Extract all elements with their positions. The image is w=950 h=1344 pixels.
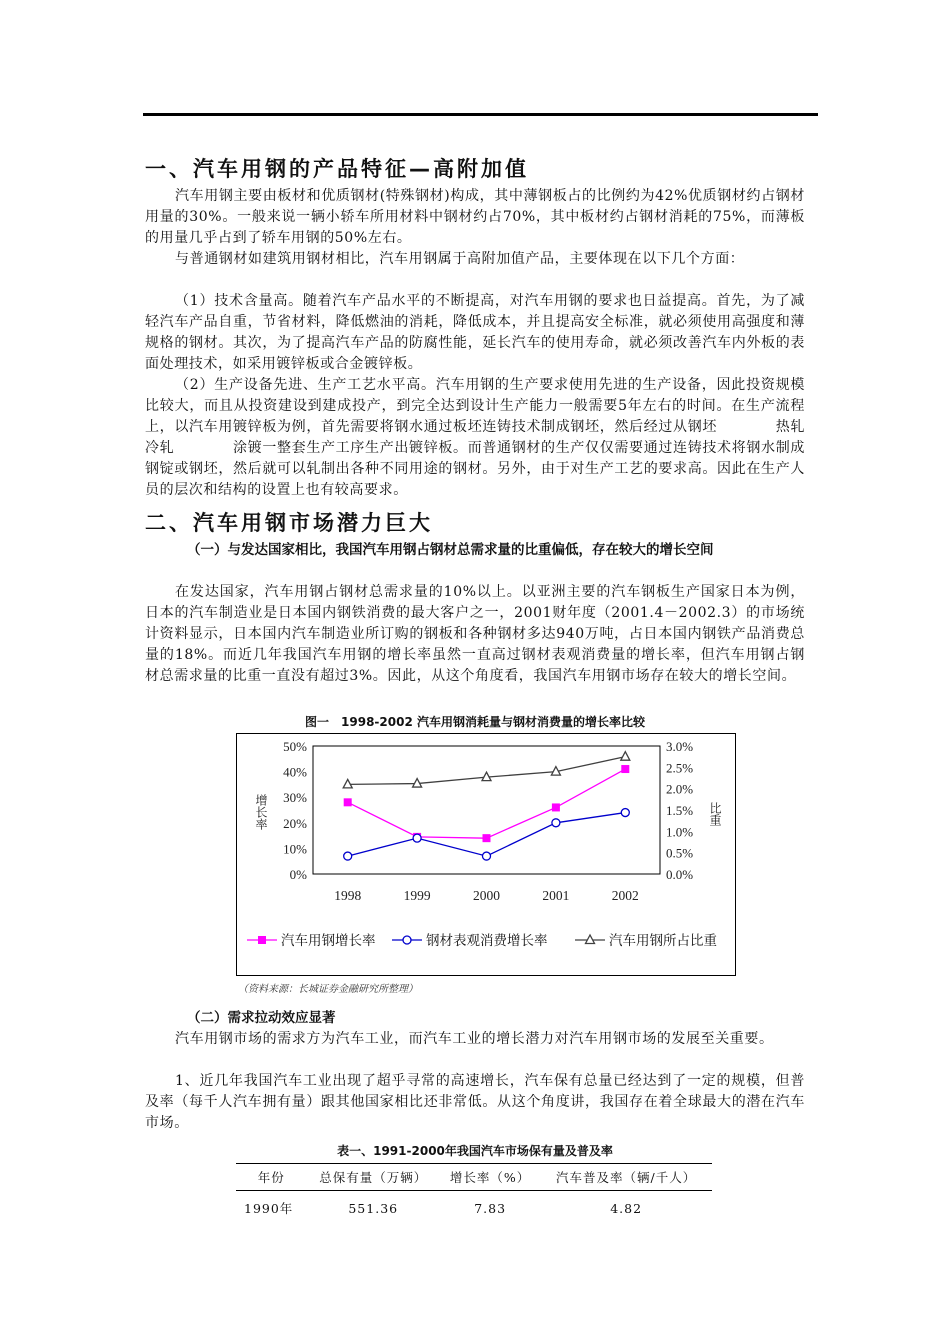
table-header-year: 年份 [236,1164,307,1191]
vehicle-table [236,1163,712,1225]
table-header-total: 总保有量（万辆） [307,1164,440,1191]
section2-heading: 二、汽车用钢市场潜力巨大 [145,511,433,535]
data-point [343,779,352,788]
y2-tick-label: 2.0% [666,781,694,797]
legend-marker [403,936,411,944]
subheading-1: （一）与发达国家相比，我国汽车用钢占钢材总需求量的比重偏低，存在较大的增长空间 [187,542,714,558]
y2-tick-label: 2.5% [666,760,694,776]
data-point [483,834,491,842]
data-point [413,834,421,842]
legend-label: 汽车用钢增长率 [281,933,376,949]
figure-caption: 图一 1998-2002 汽车用钢消耗量与钢材消费量的增长率比较 [305,715,645,729]
x-tick-label: 2001 [542,888,570,903]
legend-label: 钢材表观消费增长率 [426,933,548,949]
section2-para2: 汽车用钢市场的需求方为汽车工业，而汽车工业的增长潜力对汽车用钢市场的发展至关重要。 [175,1031,774,1047]
data-point [621,765,629,773]
table-cell: 7.83 [474,1200,507,1216]
y2-tick-label: 0.5% [666,845,694,861]
data-point [621,809,629,817]
data-point [621,752,630,761]
legend-marker [258,936,266,944]
table-cell: 1990年 [244,1201,294,1216]
section2-para1: 在发达国家，汽车用钢占钢材总需求量的10%以上。以亚洲主要的汽车钢板生产国家日本为例，日本的汽车制造业是日本国内钢铁消费的最大客户之一，2001财年度（2001.4－2002.3）的市场统计资料显示，日本国内汽车制造业所订购的钢板和各种钢材多达940万吨，占日本国内钢铁产品消费总量的18%。而近几年我国汽车用钢的增长率虽然一直高过钢材表观消费量的增长率，但汽车用钢占钢材总需求量的比重一直没有超过3%。因此，从这个角度看，我国汽车用钢市场存在较大的增长空间。 [145,584,805,684]
legend-label: 汽车用钢所占比重 [609,933,717,949]
y2-tick-label: 0.0% [666,867,694,882]
y-tick-label: 20% [283,815,307,831]
table-caption: 表一、1991-2000年我国汽车市场保有量及普及率 [337,1144,613,1158]
subheading-2: （二）需求拉动效应显著 [187,1010,336,1026]
table-cell: 4.82 [610,1200,643,1216]
data-point [552,819,560,827]
y-axis-label: 增长率 [254,794,268,830]
table-header-penetration: 汽车普及率（辆/千人） [540,1164,712,1191]
section1-para1: 汽车用钢主要由板材和优质钢材(特殊钢材)构成，其中薄钢板占的比例约为42%优质钢材约占钢材用量的30%。一般来说一辆小轿车所用材料中钢材约占70%，其中板材约占钢材消耗的75%，而薄板的用量几乎占到了轿车用钢的50%左右。 [145,188,805,246]
y-tick-label: 10% [283,841,307,857]
top-rule [143,113,818,116]
x-tick-label: 2002 [611,888,639,903]
y-tick-label: 30% [283,790,307,806]
y-tick-label: 50% [283,739,307,754]
y2-axis-label: 比重 [708,802,722,826]
data-point [552,803,560,811]
data-point [344,798,352,806]
data-point [483,852,491,860]
y2-tick-label: 1.5% [666,803,694,818]
section1-heading: 一、汽车用钢的产品特征—高附加值 [145,157,529,181]
table-header-growth: 增长率（%） [440,1164,540,1191]
x-tick-label: 2000 [473,888,500,903]
section1-para2: 与普通钢材如建筑用钢材相比，汽车用钢属于高附加值产品，主要体现在以下几个方面： [175,251,745,267]
table-cell: 551.36 [348,1200,399,1216]
y-tick-label: 0% [289,867,307,882]
x-tick-label: 1999 [403,888,431,903]
x-tick-label: 1998 [334,888,362,903]
chart-frame [236,733,736,976]
chart-source: （资料来源：长城证券金融研究所整理） [238,984,418,995]
table-row [236,1191,712,1226]
line-chart [237,734,735,975]
y2-tick-label: 1.0% [666,824,694,840]
y2-tick-label: 3.0% [666,739,694,754]
y-tick-label: 40% [283,764,307,780]
legend-marker [586,935,595,944]
data-point [344,852,352,860]
section1-para3: （1）技术含量高。随着汽车产品水平的不断提高，对汽车用钢的要求也日益提高。首先，为了减轻汽车产品自重，节省材料，降低燃油的消耗，降低成本，并且提高安全标准，就必须使用高强度和薄规格的钢材。其次，为了提高汽车产品的防腐性能，延长汽车的使用寿命，就必须改善汽车内外板的表面处理技术，如采用镀锌板或合金镀锌板。 [145,293,805,372]
section2-para3: 1、近几年我国汽车工业出现了超乎寻常的高速增长，汽车保有总量已经达到了一定的规模，但普及率（每千人汽车拥有量）跟其他国家相比还非常低。从这个角度讲，我国存在着全球最大的潜在汽车市场。 [145,1073,805,1131]
section1-para4: （2）生产设备先进、生产工艺水平高。汽车用钢的生产要求使用先进的生产设备，因此投资规模比较大，而且从投资建设到建成投产，到完全达到设计生产能力一般需要5年左右的时间。在生产流程上，以汽车用镀锌板为例，首先需要将钢水通过板坯连铸技术制成钢坯，然后经过从钢坯 热轧 冷轧 涂镀一整套生产工序生产出镀锌板。而普通钢材的生产仅仅需要通过连铸技术将钢水制成钢锭或钢坯，然后就可以轧制出各种不同用途的钢材。另外，由于对生产工艺的要求高。因此在生产人员的层次和结构的设置上也有较高要求。 [145,377,864,498]
